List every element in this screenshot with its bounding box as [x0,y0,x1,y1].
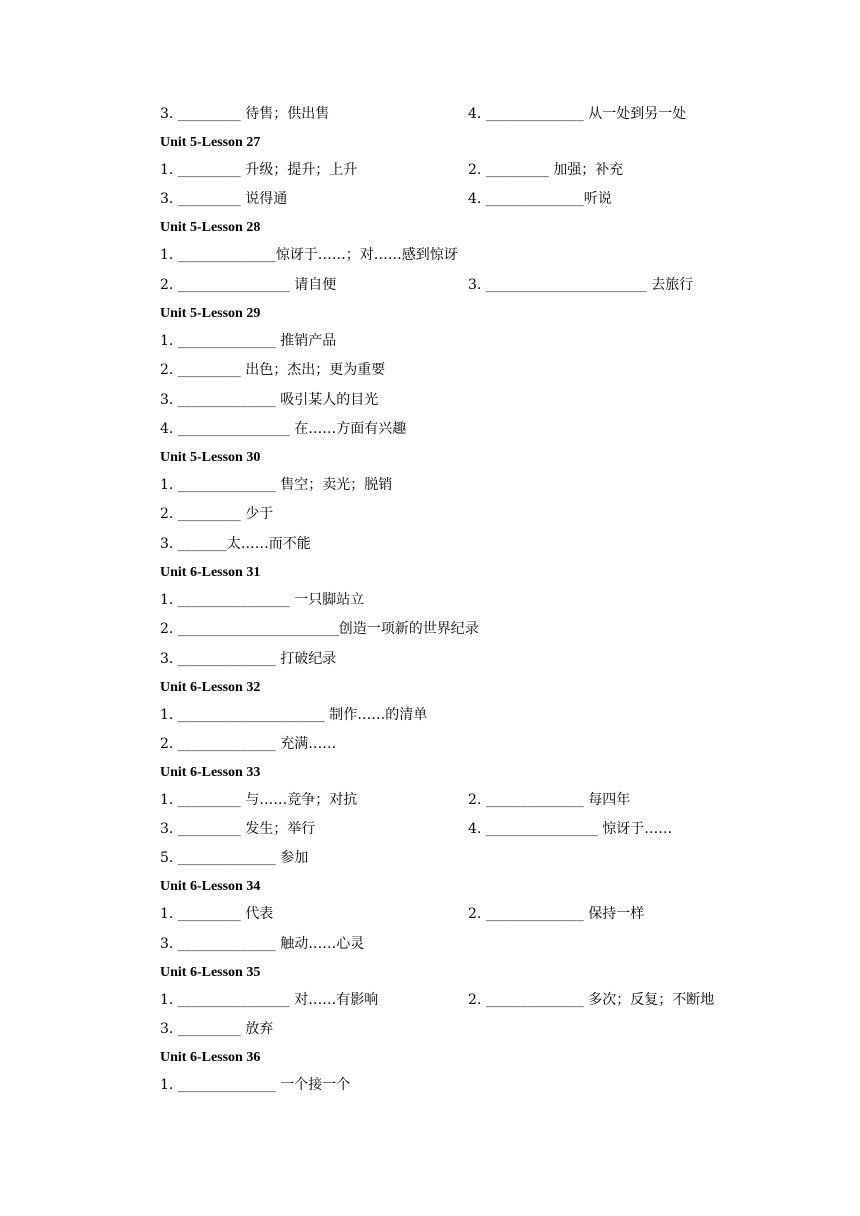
vocab-item: 1. ______________ 一个接一个 [160,1077,351,1093]
vocab-row [160,617,479,641]
vocab-item: 3. _______________________ 去旅行 [468,277,694,293]
vocab-item: 1. ______________ 推销产品 [160,333,337,349]
lesson-heading: Unit 6-Lesson 31 [160,565,261,580]
vocab-item: 1. ________________ 对……有影响 [160,992,379,1008]
vocab-row [160,473,392,497]
vocab-row [160,502,273,526]
vocab-row [160,1017,273,1041]
vocab-row [160,329,336,353]
vocab-item: 4. ______________ 从一处到另一处 [468,106,687,122]
vocab-item: 3. ______________ 打破纪录 [160,651,337,667]
vocab-item: 3. _________ 发生；举行 [160,821,316,837]
vocab-row [160,388,378,412]
lesson-heading: Unit 5-Lesson 28 [160,220,261,235]
vocab-row [160,358,385,382]
vocab-item: 3. ______________ 触动……心灵 [160,936,365,952]
vocab-row [160,588,364,612]
lesson-heading: Unit 5-Lesson 29 [160,306,261,321]
vocab-row [160,788,631,812]
vocab-row [160,158,624,182]
vocab-item: 1. _________ 与……竞争；对抗 [160,792,358,808]
vocab-row [160,187,612,211]
vocab-row [160,846,308,870]
vocab-item: 2. _______________________创造一项新的世界纪录 [160,621,479,637]
vocab-row [160,102,687,126]
lesson-heading: Unit 5-Lesson 27 [160,135,261,150]
vocab-item: 2. ________________ 请自便 [160,277,337,293]
vocab-row [160,988,715,1012]
vocab-item: 4. ______________听说 [468,191,612,207]
vocab-row [160,417,406,441]
vocab-item: 2. ______________ 保持一样 [468,906,645,922]
lesson-heading: Unit 6-Lesson 36 [160,1050,261,1065]
lesson-heading: Unit 6-Lesson 32 [160,680,261,695]
vocab-row [160,932,364,956]
vocab-item: 2. _________ 出色；杰出；更为重要 [160,362,386,378]
vocab-item: 5. ______________ 参加 [160,850,309,866]
vocab-item: 3. _________ 待售；供出售 [160,106,330,122]
vocab-row [160,647,336,671]
vocab-row [160,273,694,297]
lesson-heading: Unit 6-Lesson 35 [160,965,261,980]
vocab-item: 2. ______________ 多次；反复；不断地 [468,992,715,1008]
vocab-row [160,243,458,267]
vocab-item: 1. _________ 升级；提升；上升 [160,162,358,178]
vocab-row [160,703,427,727]
vocab-item: 1. ______________惊讶于……；对……感到惊讶 [160,247,458,263]
vocab-row [160,1073,350,1097]
vocab-item: 3. _________ 放弃 [160,1021,274,1037]
vocab-item: 1. ________________ 一只脚站立 [160,592,365,608]
vocab-item: 1. _____________________ 制作……的清单 [160,707,428,723]
vocab-item: 4. ________________ 在……方面有兴趣 [160,421,407,437]
vocab-item: 2. _________ 少于 [160,506,274,522]
vocab-row [160,902,645,926]
lesson-heading: Unit 5-Lesson 30 [160,450,261,465]
lesson-heading: Unit 6-Lesson 33 [160,765,261,780]
vocab-item: 3. ______________ 吸引某人的目光 [160,392,379,408]
vocab-item: 1. ______________ 售空；卖光；脱销 [160,477,393,493]
vocab-row [160,732,336,756]
vocab-item: 3. _________ 说得通 [160,191,288,207]
vocab-item: 2. ______________ 充满…… [160,736,337,752]
lesson-heading: Unit 6-Lesson 34 [160,879,261,894]
vocab-item: 2. _________ 加强；补充 [468,162,624,178]
vocab-item: 2. ______________ 每四年 [468,792,631,808]
vocab-row [160,532,311,556]
vocab-row [160,817,673,841]
vocab-item: 1. _________ 代表 [160,906,274,922]
vocab-item: 4. ________________ 惊讶于…… [468,821,673,837]
vocab-item: 3. _______太……而不能 [160,536,311,552]
